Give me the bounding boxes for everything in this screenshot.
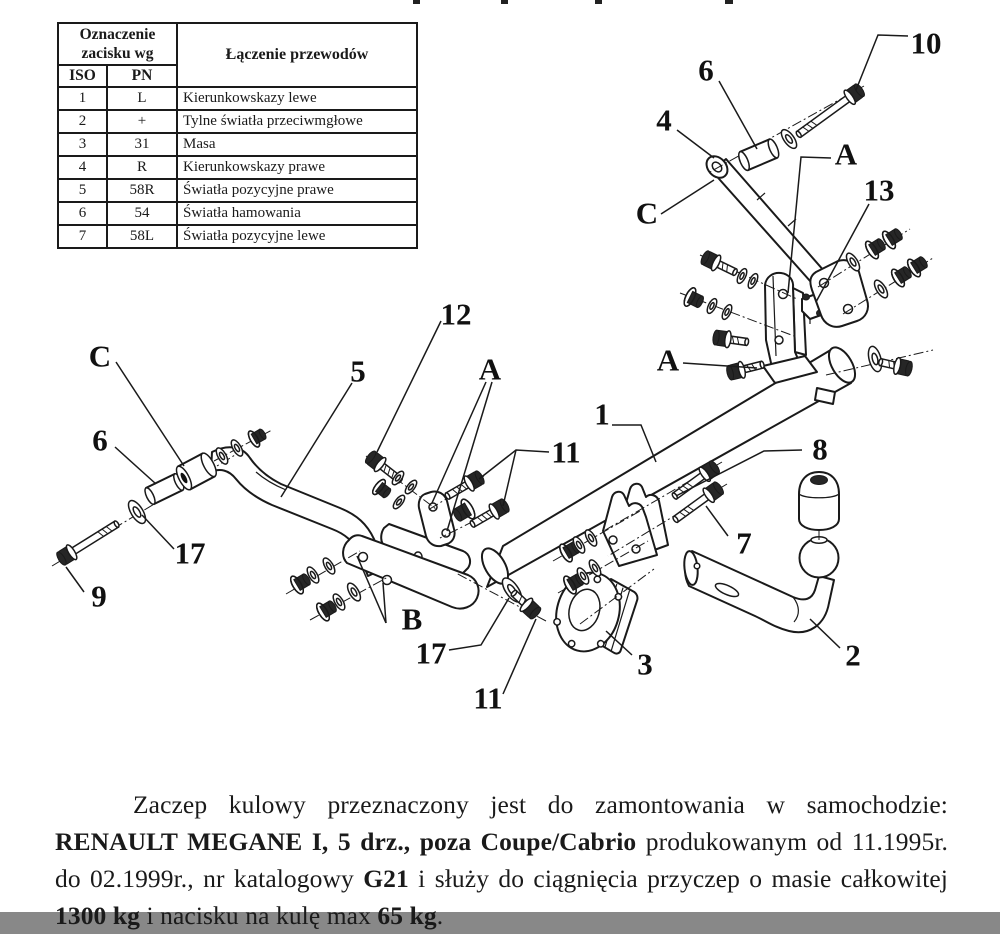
cell-iso: 3 <box>58 133 107 156</box>
pn-column-header: PN <box>107 65 177 87</box>
description-text: . <box>436 900 444 930</box>
table-header-row <box>58 23 417 65</box>
callout-leader <box>706 506 728 536</box>
callout-leader <box>856 35 908 90</box>
description-paragraph <box>55 786 948 934</box>
description-bold-text: 65 kg <box>377 900 437 930</box>
table-row <box>58 179 417 202</box>
description-text: i służy do ciągnięcia przyczep o masie całkowitej <box>408 863 948 893</box>
callout-leader <box>142 515 174 549</box>
part-washer <box>705 297 718 315</box>
table-row <box>58 110 417 133</box>
table-row <box>58 87 417 110</box>
callout-leader <box>677 130 714 158</box>
callout-label-1: 1 <box>594 396 610 432</box>
part-washer <box>125 498 149 526</box>
cell-pn: 54 <box>107 202 177 225</box>
callout-label-7: 7 <box>736 525 752 561</box>
callout-leader <box>479 450 549 479</box>
part-washer <box>779 127 800 151</box>
cell-pn: L <box>107 87 177 110</box>
callout-leader <box>612 425 656 462</box>
callout-leader <box>719 81 757 149</box>
description-text: produkowanym od 11.1995r. do 02.1999r., nr katalogowy <box>55 826 948 893</box>
part-spacer <box>737 138 781 172</box>
cell-desc: Kierunkowskazy lewe <box>177 87 417 110</box>
callout-leader <box>115 447 156 484</box>
part-ball-mount <box>683 537 839 632</box>
iso-column-header: ISO <box>58 65 107 87</box>
callout-label-2: 2 <box>845 637 861 673</box>
callout-leader <box>377 321 441 452</box>
callout-label-A: A <box>834 136 858 172</box>
callout-leader <box>503 619 536 694</box>
cell-iso: 5 <box>58 179 107 202</box>
cell-desc: Tylne światła przeciwmgłowe <box>177 110 417 133</box>
part-nut <box>370 478 394 502</box>
cell-pn: R <box>107 156 177 179</box>
callout-label-6: 6 <box>698 52 714 88</box>
part-bolt <box>725 356 766 382</box>
tow-ball <box>800 539 839 578</box>
cell-pn: + <box>107 110 177 133</box>
callout-label-C: C <box>635 195 659 231</box>
table-row <box>58 133 417 156</box>
cell-desc: Kierunkowskazy prawe <box>177 156 417 179</box>
cell-desc: Światła pozycyjne prawe <box>177 179 417 202</box>
cell-pn: 31 <box>107 133 177 156</box>
callout-label-A: A <box>656 342 680 378</box>
callout-label-12: 12 <box>440 296 472 332</box>
callout-leader <box>661 180 714 214</box>
callout-leader <box>116 362 184 466</box>
table-row <box>58 156 417 179</box>
part-washer <box>391 493 407 510</box>
callout-leader <box>281 383 352 497</box>
part-nut <box>246 425 269 449</box>
part-bolt <box>669 480 726 528</box>
part-bolt <box>699 249 740 281</box>
callout-label-17: 17 <box>415 635 447 671</box>
callout-label-B: B <box>401 601 423 637</box>
cell-iso: 7 <box>58 225 107 248</box>
callout-leader <box>810 619 840 648</box>
part-vertical-bracket <box>763 273 817 383</box>
callout-label-4: 4 <box>656 102 672 138</box>
terminal-header-line2: zacisku wg <box>81 45 154 62</box>
wiring-table <box>57 22 418 249</box>
callout-label-3: 3 <box>637 646 653 682</box>
cell-desc: Masa <box>177 133 417 156</box>
cropped-text-fragment <box>413 0 733 4</box>
part-ball-cover-cap <box>799 472 839 530</box>
cell-pn: 58L <box>107 225 177 248</box>
description-bold-text: 1300 kg <box>55 900 141 930</box>
callout-label-17: 17 <box>174 535 206 571</box>
callout-leader <box>66 567 84 592</box>
table-row <box>58 225 417 248</box>
cell-iso: 2 <box>58 110 107 133</box>
part-bolt <box>792 82 867 143</box>
callout-label-13: 13 <box>863 172 895 208</box>
cell-pn: 58R <box>107 179 177 202</box>
cell-iso: 4 <box>58 156 107 179</box>
terminal-designation-header <box>58 23 177 65</box>
description-bold-text: G21 <box>363 863 409 893</box>
cell-desc: Światła hamowania <box>177 202 417 225</box>
description-bold-text: RENAULT MEGANE I, 5 drz., poza Coupe/Cabrio <box>55 826 637 856</box>
part-bolt <box>712 329 750 351</box>
part-bolt <box>54 516 122 567</box>
terminal-header-line1: Oznaczenie <box>79 25 156 43</box>
callout-label-5: 5 <box>350 353 366 389</box>
description-text: Zaczep kulowy przeznaczony jest do zamontowania w samochodzie: <box>133 789 948 819</box>
cell-iso: 1 <box>58 87 107 110</box>
callout-label-A: A <box>478 351 502 387</box>
cell-desc: Światła pozycyjne lewe <box>177 225 417 248</box>
part-socket-plate <box>547 565 641 663</box>
cell-iso: 6 <box>58 202 107 225</box>
description-text: i nacisku na kulę max <box>140 900 378 930</box>
part-bolt <box>877 353 914 377</box>
callout-label-6: 6 <box>92 422 108 458</box>
callout-label-9: 9 <box>91 578 107 614</box>
part-washer <box>872 278 890 300</box>
part-washer <box>583 528 599 548</box>
part-washer <box>403 478 419 495</box>
callout-label-C: C <box>88 338 112 374</box>
callout-label-8: 8 <box>812 431 828 467</box>
connection-header: Łączenie przewodów <box>177 23 417 87</box>
callout-label-11: 11 <box>551 434 581 470</box>
callout-label-10: 10 <box>910 25 942 61</box>
part-nut <box>682 286 707 312</box>
callout-label-11: 11 <box>473 680 503 716</box>
table-row <box>58 202 417 225</box>
